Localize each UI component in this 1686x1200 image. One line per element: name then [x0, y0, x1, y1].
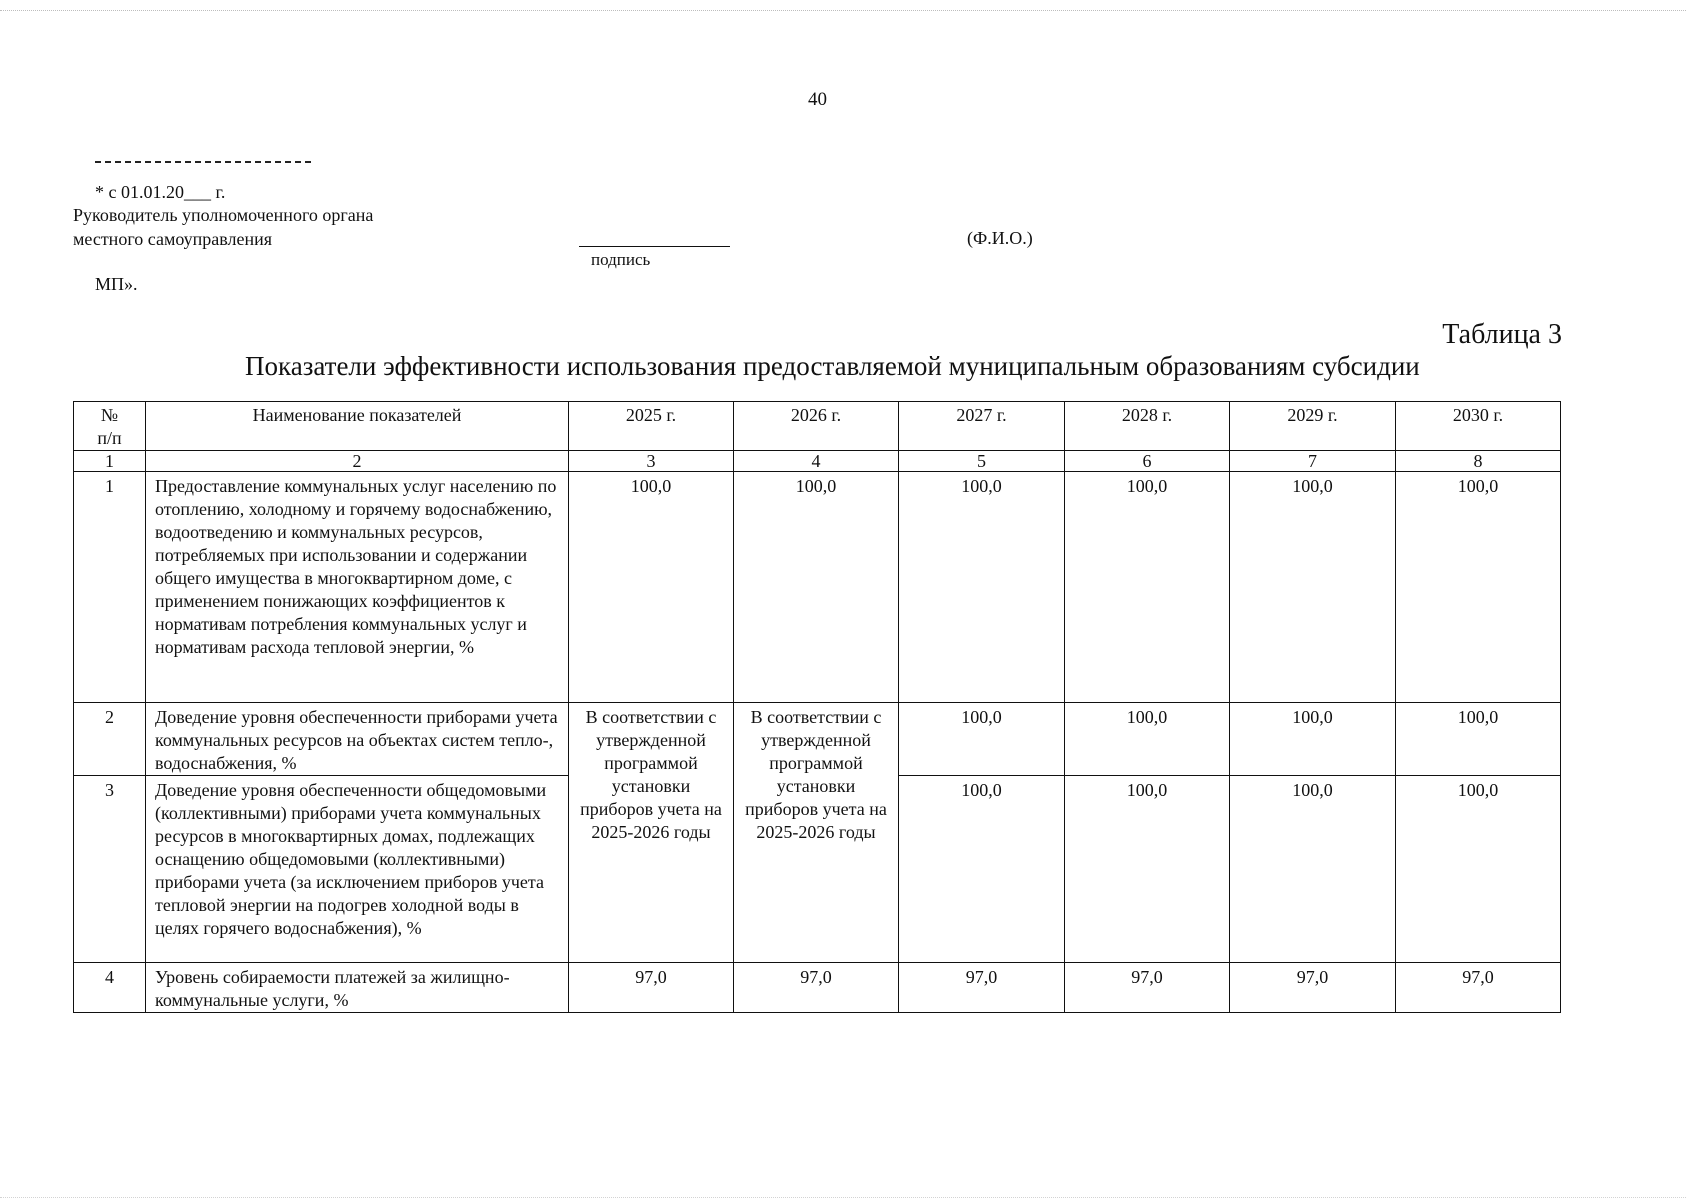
value-2028: 100,0 — [1065, 776, 1230, 963]
value-2029: 100,0 — [1230, 776, 1396, 963]
value-2027: 100,0 — [899, 776, 1065, 963]
header-year-2028: 2028 г. — [1065, 402, 1230, 451]
signature-line — [579, 246, 730, 247]
column-number: 1 — [74, 451, 146, 472]
column-number: 7 — [1230, 451, 1396, 472]
row-number: 2 — [74, 703, 146, 776]
indicator-name: Доведение уровня обеспеченности общедомовыми (коллективными) приборами учета коммунальных ресурсов в многоквартирных домах, подлежащих оснащению общедомовыми (коллективными) приборами учета (за исключением приборов учета тепловой энергии на подогрев холодной воды в целях горячего водоснабжения), % — [146, 776, 569, 963]
stamp-place-label: МП». — [95, 274, 138, 294]
value-2026-merged: В соответствии с утвержденной программой установки приборов учета на 2025-2026 годы — [734, 703, 899, 963]
column-number: 8 — [1396, 451, 1561, 472]
column-number-row — [74, 451, 1561, 472]
column-number: 3 — [569, 451, 734, 472]
value-2028: 100,0 — [1065, 703, 1230, 776]
value-2026: 97,0 — [734, 963, 899, 1013]
table-number-label: Таблица 3 — [1442, 319, 1562, 350]
footnote-separator — [95, 161, 311, 163]
signature-caption: подпись — [591, 250, 651, 269]
value-2029: 97,0 — [1230, 963, 1396, 1013]
header-year-2027: 2027 г. — [899, 402, 1065, 451]
value-2027: 97,0 — [899, 963, 1065, 1013]
header-year-2026: 2026 г. — [734, 402, 899, 451]
header-year-2030: 2030 г. — [1396, 402, 1561, 451]
value-2030: 100,0 — [1396, 472, 1561, 703]
indicator-name: Уровень собираемости платежей за жилищно-коммунальные услуги, % — [146, 963, 569, 1013]
table-header-row — [74, 402, 1561, 451]
column-number: 2 — [146, 451, 569, 472]
value-2027: 100,0 — [899, 703, 1065, 776]
table-row — [74, 963, 1561, 1013]
value-2026: 100,0 — [734, 472, 899, 703]
value-2028: 97,0 — [1065, 963, 1230, 1013]
column-number: 4 — [734, 451, 899, 472]
column-number: 5 — [899, 451, 1065, 472]
row-number: 4 — [74, 963, 146, 1013]
scan-edge-top — [0, 10, 1686, 11]
head-position-line-1: Руководитель уполномоченного органа — [73, 205, 374, 225]
value-2028: 100,0 — [1065, 472, 1230, 703]
value-2025-merged: В соответствии с утвержденной программой установки приборов учета на 2025-2026 годы — [569, 703, 734, 963]
value-2030: 100,0 — [1396, 776, 1561, 963]
value-2025: 100,0 — [569, 472, 734, 703]
header-number: № п/п — [74, 402, 146, 451]
value-2029: 100,0 — [1230, 703, 1396, 776]
value-2027: 100,0 — [899, 472, 1065, 703]
indicators-table — [73, 401, 1561, 1013]
column-number: 6 — [1065, 451, 1230, 472]
row-number: 3 — [74, 776, 146, 963]
scan-edge-bottom — [0, 1197, 1686, 1198]
full-name-placeholder: (Ф.И.О.) — [967, 228, 1033, 248]
value-2030: 100,0 — [1396, 703, 1561, 776]
table-title: Показатели эффективности использования предоставляемой муниципальным образованиям субсидии — [245, 351, 1420, 381]
value-2030: 97,0 — [1396, 963, 1561, 1013]
head-position-line-2: местного самоуправления — [73, 229, 273, 249]
indicator-name: Доведение уровня обеспеченности приборами учета коммунальных ресурсов на объектах систем тепло-, водоснабжения, % — [146, 703, 569, 776]
row-number: 1 — [74, 472, 146, 703]
table-row — [74, 472, 1561, 703]
header-year-2025: 2025 г. — [569, 402, 734, 451]
header-indicator-name: Наименование показателей — [146, 402, 569, 451]
value-2025: 97,0 — [569, 963, 734, 1013]
page-number: 40 — [808, 89, 827, 110]
header-year-2029: 2029 г. — [1230, 402, 1396, 451]
footnote-date-line: * с 01.01.20___ г. — [95, 182, 226, 202]
indicator-name: Предоставление коммунальных услуг населению по отоплению, холодному и горячему водоснабжению, водоотведению и коммунальных ресурсов, потребляемых при использовании и содержании общего имущества в многоквартирном доме, с применением понижающих коэффициентов к нормативам потребления коммунальных услуг и нормативам расхода тепловой энергии, % — [146, 472, 569, 703]
table-row — [74, 703, 1561, 776]
value-2029: 100,0 — [1230, 472, 1396, 703]
